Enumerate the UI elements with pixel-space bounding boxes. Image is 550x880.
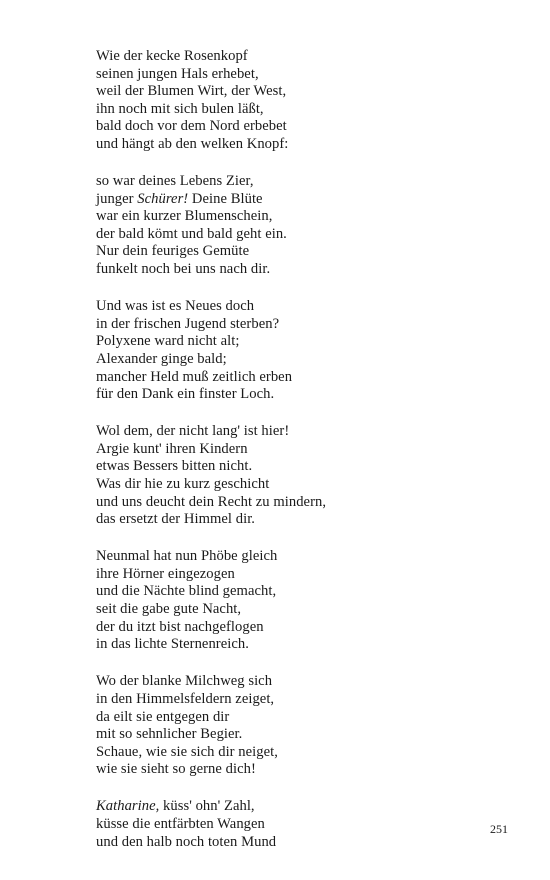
- poem-line: bald doch vor dem Nord erbebet: [96, 118, 287, 135]
- poem-line: Wie der kecke Rosenkopf: [96, 48, 248, 64]
- stanza: [96, 173, 496, 279]
- poem-line: und uns deucht dein Recht zu mindern,: [96, 493, 327, 510]
- poem-line: mancher Held muß zeitlich erben: [96, 368, 293, 385]
- poem-line: seit die gabe gute Nacht,: [96, 601, 242, 618]
- poem-line: für den Dank ein finster Loch.: [96, 386, 275, 403]
- poem-line: Und was ist es Neues doch: [96, 298, 255, 315]
- poem-line: Wol dem, der nicht lang' ist hier!: [96, 423, 290, 440]
- poem-line: Polyxene ward nicht alt;: [96, 333, 240, 350]
- poem-line: wie sie sieht so gerne dich!: [96, 761, 256, 778]
- stanza: [96, 48, 496, 154]
- poem-line: in das lichte Sternenreich.: [96, 636, 249, 653]
- poem-line: und den halb noch toten Mund: [96, 833, 277, 850]
- line-text: küss' ohn' Zahl,: [159, 798, 255, 815]
- poem-line: etwas Bessers bitten nicht.: [96, 458, 253, 475]
- poem-line: ihre Hörner eingezogen: [96, 565, 235, 582]
- stanza: [96, 298, 496, 404]
- poem-line: so war deines Lebens Zier,: [96, 173, 254, 190]
- poem-line: Wo der blanke Milchweg sich: [96, 673, 273, 690]
- line-text: junger: [96, 190, 138, 207]
- poem-line: seinen jungen Hals erhebet,: [96, 65, 259, 82]
- poem-line: da eilt sie entgegen dir: [96, 708, 230, 725]
- poem-line: in den Himmelsfeldern zeiget,: [96, 690, 275, 707]
- poem-body: [96, 48, 496, 871]
- poem-line: Schaue, wie sie sich dir neiget,: [96, 743, 278, 760]
- poem-line: Nur dein feuriges Gemüte: [96, 243, 250, 260]
- stanza: [96, 798, 496, 851]
- italic-name: Schürer!: [137, 190, 189, 207]
- poem-line: [96, 798, 496, 816]
- poem-line: der bald kömt und bald geht ein.: [96, 225, 287, 242]
- poem-line: in der frischen Jugend sterben?: [96, 315, 280, 332]
- poem-line: und hängt ab den welken Knopf:: [96, 135, 289, 152]
- poem-line: ihn noch mit sich bulen läßt,: [96, 100, 264, 117]
- poem-line: Alexander ginge bald;: [96, 350, 227, 367]
- poem-line: das ersetzt der Himmel dir.: [96, 511, 255, 528]
- italic-name: Katharine,: [96, 798, 160, 815]
- poem-line: Was dir hie zu kurz geschicht: [96, 475, 270, 492]
- poem-line: Neunmal hat nun Phöbe gleich: [96, 548, 278, 565]
- poem-line: der du itzt bist nachgeflogen: [96, 618, 264, 635]
- page-number: 251: [490, 822, 508, 836]
- poem-line: funkelt noch bei uns nach dir.: [96, 261, 271, 278]
- poem-line: [96, 191, 496, 209]
- stanza: [96, 423, 496, 529]
- poem-line: und die Nächte blind gemacht,: [96, 583, 277, 600]
- stanza: [96, 673, 496, 779]
- poem-line: Argie kunt' ihren Kindern: [96, 440, 248, 457]
- poem-line: küsse die entfärbten Wangen: [96, 815, 265, 832]
- line-text: Deine Blüte: [188, 190, 263, 207]
- poem-line: war ein kurzer Blumenschein,: [96, 208, 273, 225]
- poem-line: mit so sehnlicher Begier.: [96, 726, 243, 743]
- poem-line: weil der Blumen Wirt, der West,: [96, 83, 287, 100]
- stanza: [96, 548, 496, 654]
